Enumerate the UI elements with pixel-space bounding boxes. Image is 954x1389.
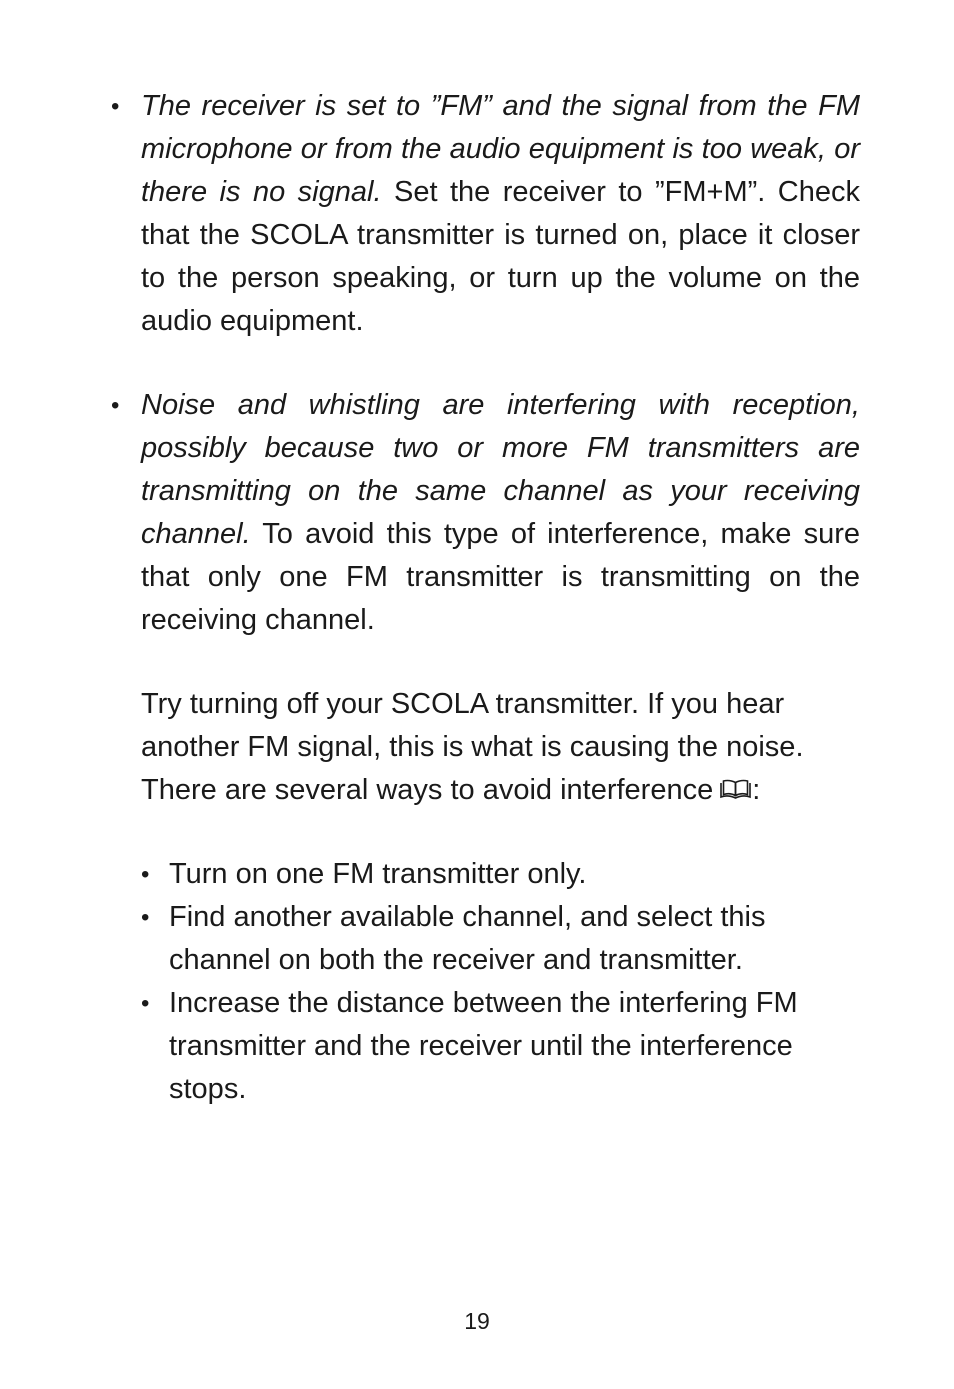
bullet-body-text: To avoid this type of interference, make sure that only one FM transmitter is transmitting on the receiving channel.: [141, 518, 860, 636]
bullet-item: [111, 85, 860, 343]
bullet-item: [111, 384, 860, 642]
spacer: [111, 343, 860, 384]
sub-list: [141, 853, 860, 1111]
bullet-lead-text: The receiver is set to ”FM” and the signal from the FM microphone or from the audio equipment is too weak, or there is no signal.: [141, 90, 860, 208]
bullet-dot: •: [141, 861, 150, 888]
bullet-dot: •: [141, 904, 150, 931]
page-content: [111, 85, 860, 1111]
bullet-dot: •: [111, 392, 120, 419]
list-item-text: Find another available channel, and select this channel on both the receiver and transmitter.: [169, 901, 766, 976]
list-item: [141, 853, 860, 896]
bullet-dot: •: [111, 93, 120, 120]
list-item-text: Increase the distance between the interfering FM transmitter and the receiver until the interference stops.: [169, 987, 798, 1105]
list-item-text: Turn on one FM transmitter only.: [169, 858, 587, 890]
spacer: [111, 642, 860, 683]
page-number: 19: [464, 1308, 490, 1334]
paragraph-text: Try turning off your SCOLA transmitter. If you hear another FM signal, this is what is causing the noise. There are several ways to avoid interference: [141, 688, 804, 806]
bullet-dot: •: [141, 990, 150, 1017]
paragraph: [111, 683, 860, 812]
list-item: [141, 896, 860, 982]
spacer: [111, 812, 860, 853]
bullet-lead-text: Noise and whistling are interfering with reception, possibly because two or more FM transmitters are transmitting on the same channel as your receiving channel.: [141, 389, 860, 550]
book-icon: [719, 771, 752, 793]
list-item: [141, 982, 860, 1111]
bullet-body-text: Set the receiver to ”FM+M”. Check that the SCOLA transmitter is turned on, place it closer to the person speaking, or turn up the volume on the audio equipment.: [141, 176, 860, 337]
paragraph-suffix: :: [752, 774, 761, 806]
